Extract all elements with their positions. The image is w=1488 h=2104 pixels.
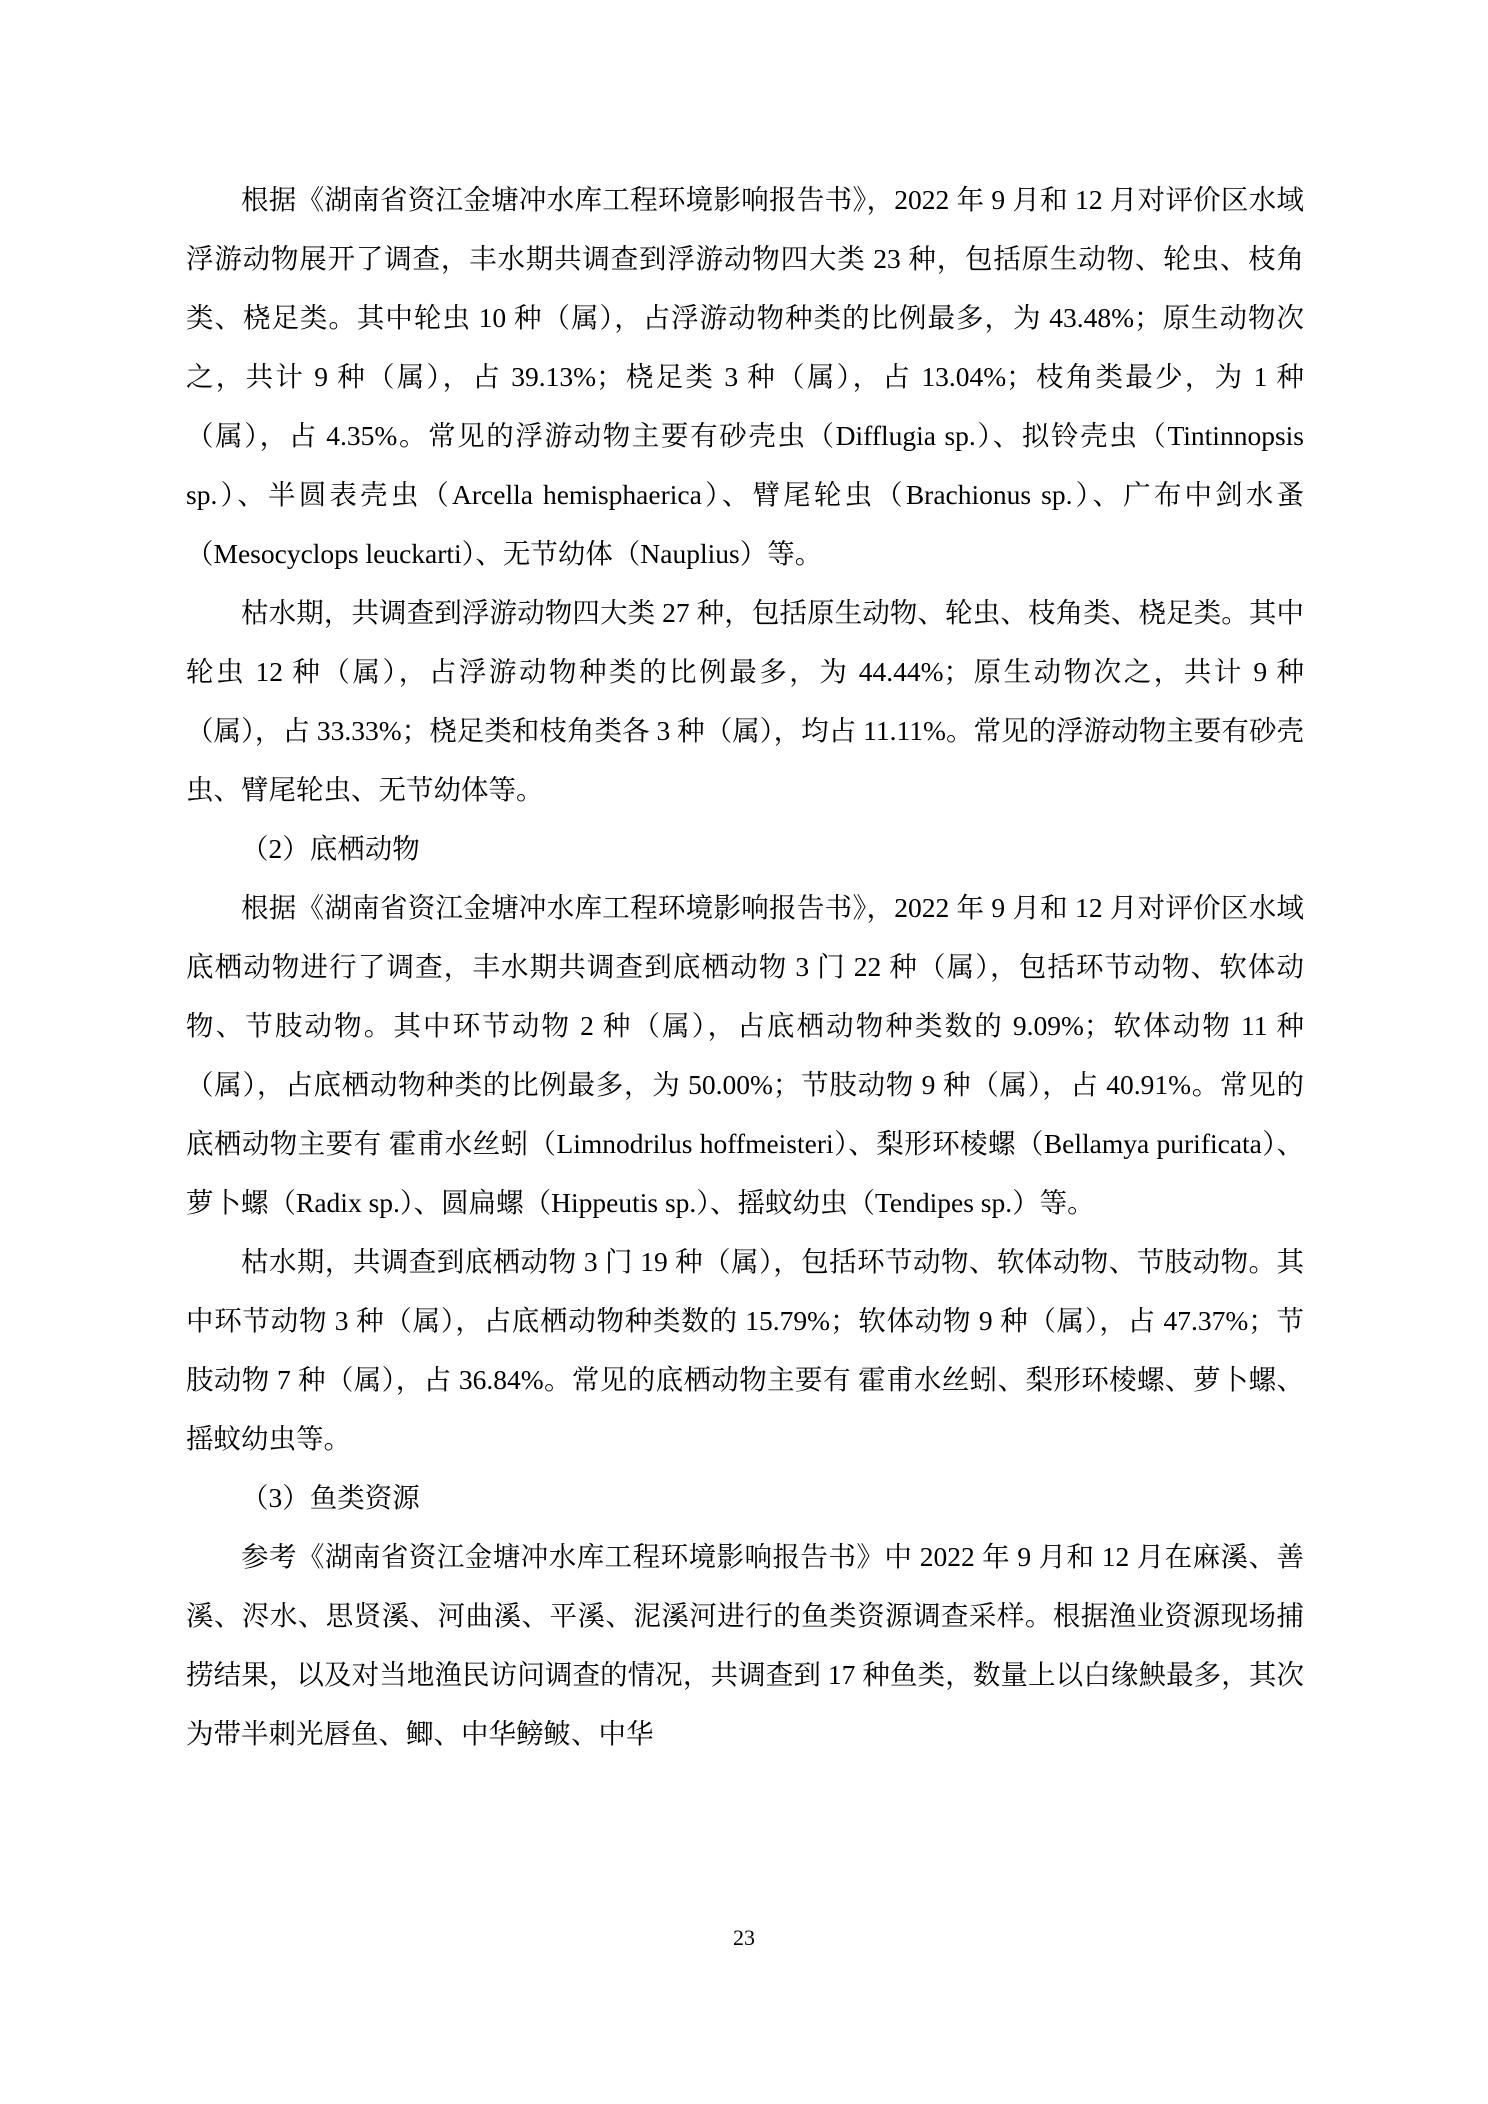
heading-benthic-animals: （2）底栖动物 <box>241 833 420 864</box>
page-body <box>186 170 1304 1763</box>
heading-fish-resources: （3）鱼类资源 <box>241 1482 420 1513</box>
paragraph-1: 根据《湖南省资江金塘冲水库工程环境影响报告书》，2022 年 9 月和 12 月对评价区水域浮游动物展开了调查，丰水期共调查到浮游动物四大类 23 种，包括原生动物、轮虫、枝角类、桡足类。其中轮虫 10 种（属），占浮游动物种类的比例最多，为 43.48%；原生动物次之，共计 9 种（属），占 39.13%；桡足类 3 种（属），占 13.04%；枝角类最少，为 1 种（属），占 4.35%。常见的浮游动物主要有砂壳虫（Difflugia sp.）、拟铃壳虫（Tintinnopsis sp.）、半圆表壳虫（Arcella hemisphaerica）、臂尾轮虫（Brachionus sp.）、广布中剑水蚤（Mesocyclops leuckarti）、无节幼体（Nauplius）等。 <box>186 184 1304 569</box>
paragraph-2: 枯水期，共调查到浮游动物四大类 27 种，包括原生动物、轮虫、枝角类、桡足类。其中轮虫 12 种（属），占浮游动物种类的比例最多，为 44.44%；原生动物次之，共计 9 种（属），占 33.33%；桡足类和枝角类各 3 种（属），均占 11.11%。常见的浮游动物主要有砂壳虫、臂尾轮虫、无节幼体等。 <box>186 597 1304 805</box>
page-number: 23 <box>733 1925 755 1950</box>
paragraph-4: 枯水期，共调查到底栖动物 3 门 19 种（属），包括环节动物、软体动物、节肢动物。其中环节动物 3 种（属），占底栖动物种类数的 15.79%；软体动物 9 种（属），占 47.37%；节肢动物 7 种（属），占 36.84%。常见的底栖动物主要有 霍甫水丝蚓、梨形环棱螺、萝卜螺、摇蚊幼虫等。 <box>186 1246 1304 1454</box>
paragraph-5: 参考《湖南省资江金塘冲水库工程环境影响报告书》中 2022 年 9 月和 12 月在麻溪、善溪、浕水、思贤溪、河曲溪、平溪、泥溪河进行的鱼类资源调查采样。根据渔业资源现场捕捞结果，以及对当地渔民访问调查的情况，共调查到 17 种鱼类，数量上以白缘䱀最多，其次为带半刺光唇鱼、鲫、中华鳑鲏、中华 <box>186 1541 1304 1749</box>
paragraph-3: 根据《湖南省资江金塘冲水库工程环境影响报告书》，2022 年 9 月和 12 月对评价区水域底栖动物进行了调查，丰水期共调查到底栖动物 3 门 22 种（属），包括环节动物、软体动物、节肢动物。其中环节动物 2 种（属），占底栖动物种类数的 9.09%；软体动物 11 种（属），占底栖动物种类的比例最多，为 50.00%；节肢动物 9 种（属），占 40.91%。常见的底栖动物主要有 霍甫水丝蚓（Limnodrilus hoffmeisteri）、梨形环棱螺（Bellamya purificata）、萝卜螺（Radix sp.）、圆扁螺（Hippeutis sp.）、摇蚊幼虫（Tendipes sp.）等。 <box>186 892 1304 1218</box>
